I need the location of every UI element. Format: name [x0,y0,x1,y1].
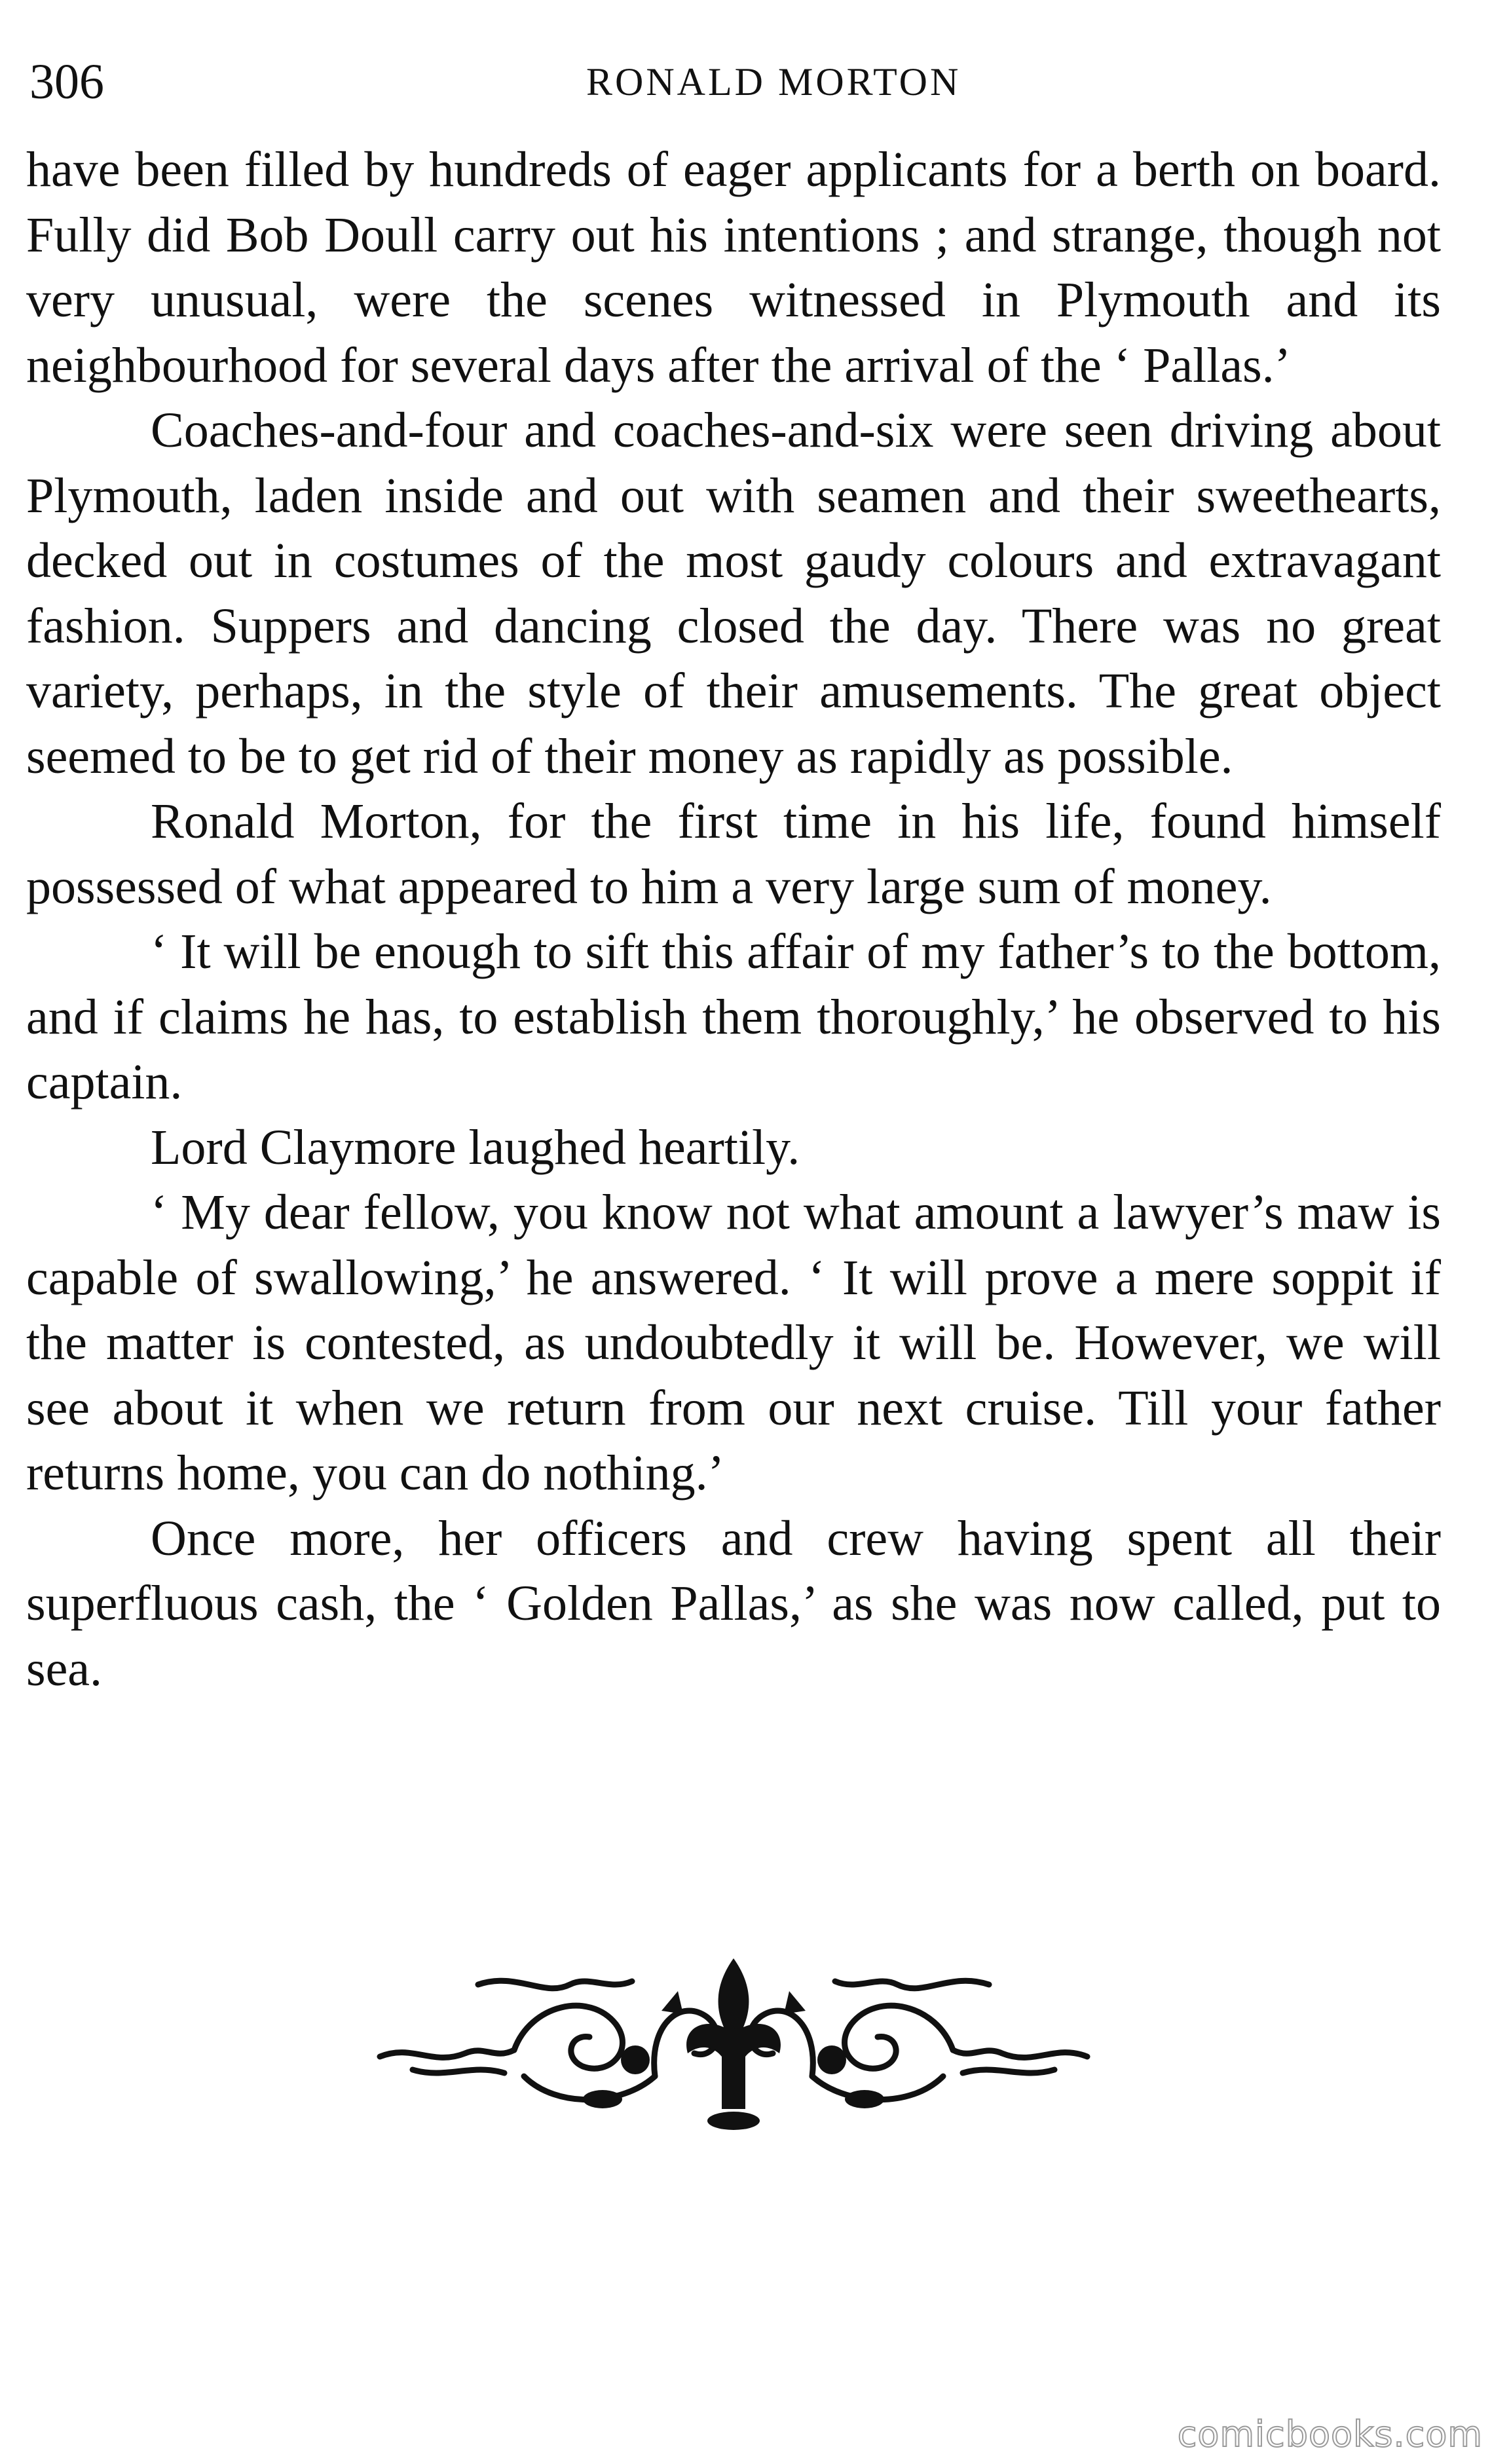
text-body [26,138,1441,1702]
decorative-ornament [373,1945,1094,2135]
paragraph: ‘ My dear fellow, you know not what amount a lawyer’s maw is capable of swallowing,’ he answered. ‘ It will prove a mere soppit if the matter is contested, as undoubtedly it will be. However, we will see about it when we return from our next cruise. Till your father returns home, you can do nothing.’ [26,1185,1441,1501]
paragraph: Lord Claymore laughed heartily. [151,1119,800,1175]
paragraph: ‘ It will be enough to sift this affair of my father’s to the bottom, and if claims he has, to establish them thoroughly,’ he observed to his captain. [26,924,1441,1110]
paragraph: have been filled by hundreds of eager applicants for a berth on board. Fully did Bob Doull carry out his intentions ; and strange, though not very unusual, were the scenes witnessed in Plymouth and its neighbourhood for several days after the arrival of the ‘ Pallas.’ [26,142,1441,393]
page-header [29,46,1438,118]
watermark: comicbooks.com [1177,2414,1483,2455]
paragraph: Ronald Morton, for the first time in his life, found himself possessed of what appeared to him a very large sum of money. [26,794,1441,914]
paragraph: Once more, her officers and crew having spent all their superfluous cash, the ‘ Golden Pallas,’ as she was now called, put to sea. [26,1510,1441,1696]
paragraph: Coaches-and-four and coaches-and-six were seen driving about Plymouth, laden inside and out with seamen and their sweethearts, decked out in costumes of the most gaudy colours and extravagant fashion. Suppers and dancing closed the day. There was no great variety, perhaps, in the style of their amusements. The great object seemed to be to get rid of their money as rapidly as possible. [26,403,1441,784]
page-number: 306 [29,54,104,109]
running-head: RONALD MORTON [586,60,961,103]
